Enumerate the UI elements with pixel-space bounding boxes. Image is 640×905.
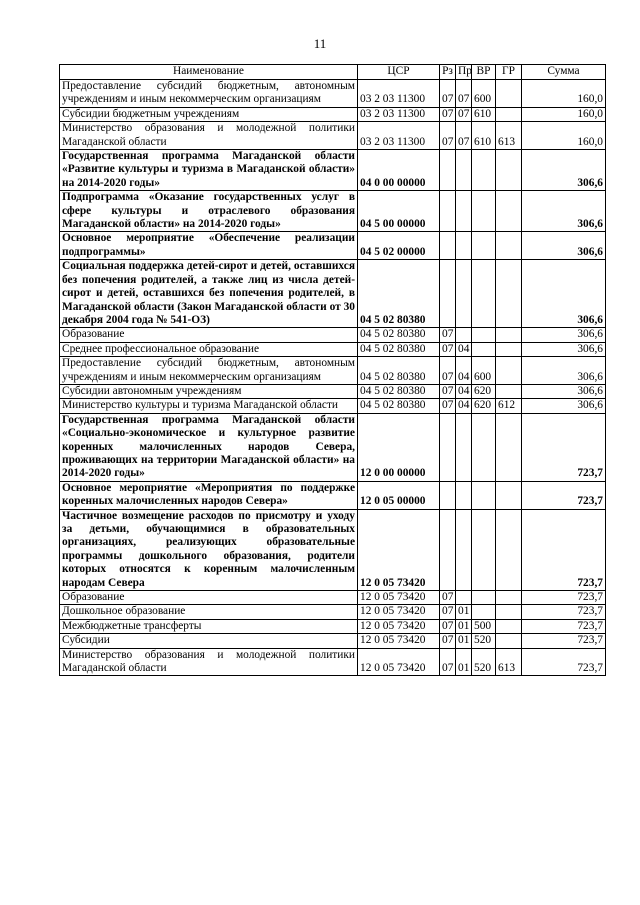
cell-rz: [440, 509, 456, 590]
cell-pr: [456, 481, 472, 509]
cell-vr: 500: [472, 619, 496, 633]
cell-csr: 04 5 00 00000: [358, 191, 440, 232]
table-row: [60, 357, 606, 385]
cell-name: Основное мероприятие «Обеспечение реализации подпрограммы»: [60, 232, 358, 260]
header-vr: ВР: [472, 65, 496, 80]
cell-name: Субсидии: [60, 634, 358, 648]
cell-csr: 12 0 05 73420: [358, 509, 440, 590]
table-row: [60, 481, 606, 509]
cell-name: Частичное возмещение расходов по присмотру и уходу за детьми, обучающимися в образовательных организациях, реализующих образовательные программы дошкольного образования, родители которых относятся к коренным малочисленным народам Севера: [60, 509, 358, 590]
cell-pr: 07: [456, 122, 472, 150]
cell-csr: 04 5 02 80380: [358, 342, 440, 356]
table-row: [60, 328, 606, 342]
table-row: [60, 260, 606, 328]
table-row: [60, 648, 606, 676]
header-row: [60, 65, 606, 80]
table-row: [60, 634, 606, 648]
budget-table: [59, 64, 606, 676]
cell-vr: [472, 509, 496, 590]
table-row: [60, 413, 606, 481]
cell-sum: 723,7: [522, 413, 606, 481]
cell-vr: 520: [472, 648, 496, 676]
cell-csr: 03 2 03 11300: [358, 80, 440, 108]
cell-sum: 306,6: [522, 150, 606, 191]
table-row: [60, 122, 606, 150]
cell-name: Министерство культуры и туризма Магаданской области: [60, 399, 358, 413]
header-sum: Сумма: [522, 65, 606, 80]
cell-gr: [496, 191, 522, 232]
cell-pr: [456, 150, 472, 191]
cell-pr: 01: [456, 634, 472, 648]
cell-name: Министерство образования и молодежной политики Магаданской области: [60, 122, 358, 150]
cell-rz: 07: [440, 122, 456, 150]
header-csr: ЦСР: [358, 65, 440, 80]
cell-sum: 306,6: [522, 357, 606, 385]
cell-rz: 07: [440, 357, 456, 385]
cell-csr: 04 5 02 80380: [358, 328, 440, 342]
cell-sum: 723,7: [522, 648, 606, 676]
cell-pr: [456, 509, 472, 590]
cell-sum: 723,7: [522, 605, 606, 619]
cell-pr: 07: [456, 80, 472, 108]
cell-rz: 07: [440, 80, 456, 108]
cell-csr: 12 0 05 73420: [358, 634, 440, 648]
cell-vr: 610: [472, 122, 496, 150]
cell-csr: 12 0 00 00000: [358, 413, 440, 481]
cell-name: Предоставление субсидий бюджетным, автономным учреждениям и иным некоммерческим организациям: [60, 80, 358, 108]
cell-gr: [496, 342, 522, 356]
cell-pr: 01: [456, 648, 472, 676]
cell-vr: [472, 328, 496, 342]
cell-gr: [496, 509, 522, 590]
cell-sum: 723,7: [522, 481, 606, 509]
table-header: [60, 65, 606, 80]
cell-gr: [496, 591, 522, 605]
cell-rz: 07: [440, 634, 456, 648]
cell-csr: 12 0 05 73420: [358, 605, 440, 619]
cell-sum: 306,6: [522, 328, 606, 342]
cell-csr: 12 0 05 73420: [358, 648, 440, 676]
cell-rz: 07: [440, 619, 456, 633]
cell-pr: [456, 328, 472, 342]
cell-gr: [496, 107, 522, 121]
cell-name: Подпрограмма «Оказание государственных услуг в сфере культуры и отраслевого образования Магаданской области» на 2014-2020 годы»: [60, 191, 358, 232]
cell-name: Межбюджетные трансферты: [60, 619, 358, 633]
cell-gr: [496, 150, 522, 191]
cell-vr: [472, 260, 496, 328]
cell-rz: [440, 481, 456, 509]
cell-rz: [440, 150, 456, 191]
cell-vr: [472, 481, 496, 509]
cell-gr: [496, 260, 522, 328]
cell-name: Субсидии автономным учреждениям: [60, 384, 358, 398]
table-row: [60, 384, 606, 398]
table-row: [60, 232, 606, 260]
page-number: 11: [313, 36, 327, 51]
cell-sum: 723,7: [522, 591, 606, 605]
cell-csr: 04 5 02 80380: [358, 399, 440, 413]
cell-pr: 07: [456, 107, 472, 121]
cell-name: Среднее профессиональное образование: [60, 342, 358, 356]
cell-rz: 07: [440, 342, 456, 356]
cell-csr: 12 0 05 73420: [358, 591, 440, 605]
cell-vr: 520: [472, 634, 496, 648]
cell-vr: 620: [472, 384, 496, 398]
cell-gr: [496, 384, 522, 398]
table-row: [60, 605, 606, 619]
cell-sum: 306,6: [522, 399, 606, 413]
cell-gr: [496, 481, 522, 509]
cell-name: Государственная программа Магаданской области «Развитие культуры и туризма в Магаданской области» на 2014-2020 годы»: [60, 150, 358, 191]
cell-vr: [472, 591, 496, 605]
cell-sum: 306,6: [522, 342, 606, 356]
cell-gr: [496, 413, 522, 481]
cell-rz: [440, 413, 456, 481]
cell-name: Образование: [60, 328, 358, 342]
cell-rz: 07: [440, 384, 456, 398]
cell-vr: 600: [472, 80, 496, 108]
cell-rz: 07: [440, 107, 456, 121]
header-rz: Рз: [440, 65, 456, 80]
cell-pr: 04: [456, 357, 472, 385]
cell-name: Дошкольное образование: [60, 605, 358, 619]
cell-vr: [472, 605, 496, 619]
cell-pr: [456, 260, 472, 328]
cell-csr: 03 2 03 11300: [358, 122, 440, 150]
cell-csr: 04 5 02 00000: [358, 232, 440, 260]
cell-name: Государственная программа Магаданской области «Социально-экономическое и культурное развитие коренных малочисленных народов Севера, проживающих на территории Магаданской области» на 2014-2020 годы»: [60, 413, 358, 481]
cell-rz: 07: [440, 399, 456, 413]
cell-name: Образование: [60, 591, 358, 605]
cell-pr: 04: [456, 399, 472, 413]
cell-sum: 723,7: [522, 634, 606, 648]
cell-pr: [456, 232, 472, 260]
cell-sum: 306,6: [522, 260, 606, 328]
table-row: [60, 619, 606, 633]
cell-vr: 620: [472, 399, 496, 413]
table-row: [60, 591, 606, 605]
cell-sum: 306,6: [522, 232, 606, 260]
cell-name: Основное мероприятие «Мероприятия по поддержке коренных малочисленных народов Севера»: [60, 481, 358, 509]
table-body: [60, 80, 606, 676]
cell-rz: 07: [440, 648, 456, 676]
cell-csr: 03 2 03 11300: [358, 107, 440, 121]
cell-csr: 12 0 05 00000: [358, 481, 440, 509]
cell-pr: 04: [456, 384, 472, 398]
cell-name: Предоставление субсидий бюджетным, автономным учреждениям и иным некоммерческим организациям: [60, 357, 358, 385]
cell-name: Социальная поддержка детей-сирот и детей, оставшихся без попечения родителей, а также лиц из числа детей-сирот и детей, оставшихся без попечения родителей, в Магаданской области (Закон Магаданской области от 30 декабря 2004 года № 541-ОЗ): [60, 260, 358, 328]
cell-csr: 04 5 02 80380: [358, 260, 440, 328]
table-row: [60, 80, 606, 108]
table-row: [60, 342, 606, 356]
cell-sum: 160,0: [522, 80, 606, 108]
cell-rz: 07: [440, 591, 456, 605]
cell-pr: 01: [456, 605, 472, 619]
cell-csr: 04 5 02 80380: [358, 384, 440, 398]
cell-gr: 613: [496, 648, 522, 676]
cell-rz: [440, 232, 456, 260]
header-name: Наименование: [60, 65, 358, 80]
cell-pr: 04: [456, 342, 472, 356]
cell-vr: 600: [472, 357, 496, 385]
cell-gr: 613: [496, 122, 522, 150]
cell-gr: [496, 357, 522, 385]
cell-vr: [472, 342, 496, 356]
cell-sum: 160,0: [522, 107, 606, 121]
header-gr: ГР: [496, 65, 522, 80]
cell-vr: 610: [472, 107, 496, 121]
cell-vr: [472, 191, 496, 232]
cell-sum: 723,7: [522, 509, 606, 590]
table-row: [60, 107, 606, 121]
cell-name: Министерство образования и молодежной политики Магаданской области: [60, 648, 358, 676]
cell-csr: 04 5 02 80380: [358, 357, 440, 385]
cell-rz: 07: [440, 328, 456, 342]
cell-gr: [496, 634, 522, 648]
table-row: [60, 509, 606, 590]
cell-gr: [496, 232, 522, 260]
table-row: [60, 150, 606, 191]
cell-vr: [472, 150, 496, 191]
cell-name: Субсидии бюджетным учреждениям: [60, 107, 358, 121]
cell-rz: [440, 260, 456, 328]
cell-sum: 723,7: [522, 619, 606, 633]
cell-pr: [456, 413, 472, 481]
cell-gr: [496, 605, 522, 619]
cell-gr: 612: [496, 399, 522, 413]
cell-sum: 306,6: [522, 191, 606, 232]
cell-pr: [456, 591, 472, 605]
cell-csr: 12 0 05 73420: [358, 619, 440, 633]
cell-gr: [496, 328, 522, 342]
cell-csr: 04 0 00 00000: [358, 150, 440, 191]
cell-vr: [472, 413, 496, 481]
cell-rz: 07: [440, 605, 456, 619]
cell-gr: [496, 619, 522, 633]
cell-sum: 160,0: [522, 122, 606, 150]
cell-pr: [456, 191, 472, 232]
table-row: [60, 191, 606, 232]
header-pr: Пр: [456, 65, 472, 80]
cell-pr: 01: [456, 619, 472, 633]
cell-vr: [472, 232, 496, 260]
cell-gr: [496, 80, 522, 108]
table-row: [60, 399, 606, 413]
cell-sum: 306,6: [522, 384, 606, 398]
cell-rz: [440, 191, 456, 232]
